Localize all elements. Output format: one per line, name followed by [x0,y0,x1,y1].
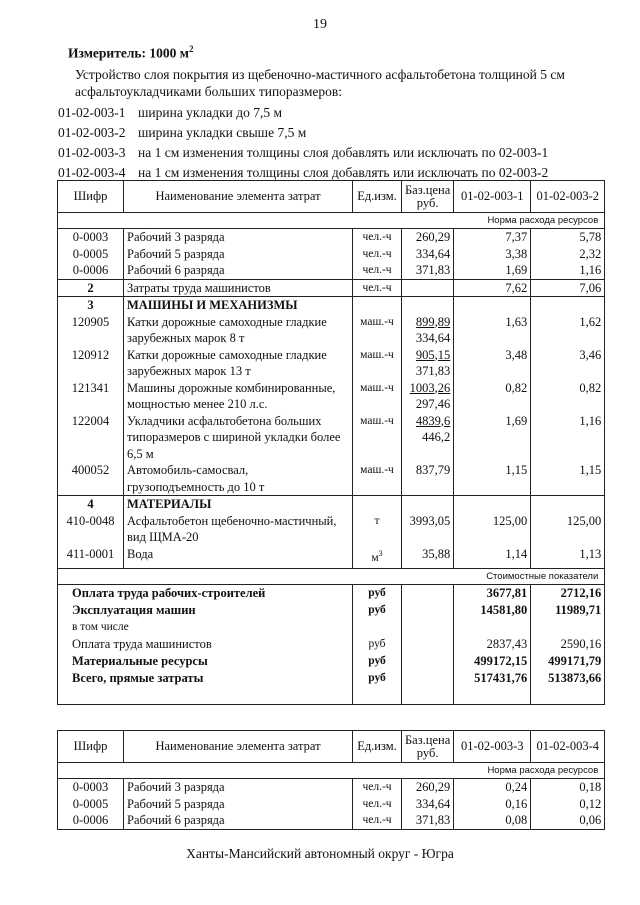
cell-price: 371,83 [402,812,454,829]
cell-name: Рабочий 5 разряда [124,246,353,263]
cost-name: Материальные ресурсы [58,653,353,670]
cell-name [124,314,353,347]
code-number: 01-02-003-2 [58,125,126,140]
cell-name [124,380,353,413]
cost-value-a: 499172,15 [454,653,531,670]
empty-cell [402,670,454,687]
cost-value-b: 513873,66 [531,670,605,687]
cell-value-b: 125,00 [531,513,605,546]
measure-label: Измеритель: 1000 м [68,45,189,61]
cell-unit: чел.-ч [353,812,402,829]
name-line: Катки дорожные самоходные гладкие [127,314,327,329]
code-text: на 1 см изменения толщины слоя добавлять или исключать по 02-003-1 [138,145,549,160]
cost-name: в том числе [58,619,353,636]
cell-value-a: 3,38 [454,246,531,263]
cell-unit: т [353,513,402,546]
cell-price: 334,64 [402,246,454,263]
machine-price: 4839,6 [415,413,451,428]
resource-table-2 [57,730,605,830]
cell-name: Рабочий 5 разряда [124,796,353,813]
header-price-line1: Баз.цена [405,732,451,747]
cell-code: 411-0001 [58,546,124,569]
header-price [402,181,454,213]
cost-row [58,602,605,619]
cell-code: 0-0006 [58,812,124,829]
cost-row [58,653,605,670]
cost-value-a [454,619,531,636]
page-footer: Ханты-Мансийский автономный округ - Югра [186,846,454,861]
header-price-line1: Баз.цена [405,182,451,197]
cell-price: 837,79 [402,462,454,496]
cell-name: Рабочий 6 разряда [124,262,353,279]
cell-code: 120912 [58,347,124,380]
cost-row-spacer [58,687,605,705]
machine-price: 905,15 [415,347,451,362]
unit-superscript: 3 [378,548,383,558]
cost-row [58,584,605,602]
cell-price: 334,64 [402,796,454,813]
cell-name: Рабочий 3 разряда [124,229,353,246]
header-price-line2: руб. [416,745,439,760]
empty-cell [58,687,353,705]
code-number: 01-02-003-4 [58,165,126,180]
section-name: МАШИНЫ И МЕХАНИЗМЫ [124,297,353,314]
cell-name: Вода [124,546,353,569]
cell-name [124,347,353,380]
header-col-b: 01-02-003-4 [531,731,605,763]
cost-name: Оплата труда рабочих-строителей [58,584,353,602]
table-row [58,229,605,246]
cost-unit: руб [353,584,402,602]
resource-table-1 [57,180,605,705]
empty-cell [402,602,454,619]
table-row [58,812,605,829]
cell-name [124,513,353,546]
code-list-item [58,103,548,123]
header-code: Шифр [58,731,124,763]
cell-code: 400052 [58,462,124,496]
cell-code: 0-0005 [58,246,124,263]
cell-code: 0-0003 [58,229,124,246]
table-row [58,779,605,796]
name-line: зарубежных марок 8 т [127,331,245,345]
measure-superscript: 2 [189,44,194,54]
header-name: Наименование элемента затрат [124,731,353,763]
empty-cell [454,496,531,513]
section-name: Затраты труда машинистов [124,279,353,297]
norm-subheader-row [58,213,605,229]
cell-price [402,314,454,347]
cost-name: Всего, прямые затраты [58,670,353,687]
empty-cell [402,584,454,602]
name-line: Асфальтобетон щебеночно-мастичный, [127,513,337,528]
operator-wage: 371,83 [415,364,451,378]
description-line: асфальтоукладчиками больших типоразмеров: [75,84,342,99]
table-row [58,513,605,546]
cell-value-a: 7,62 [454,279,531,297]
cell-name [124,413,353,463]
cost-unit: руб [353,636,402,653]
measure-heading [68,44,194,62]
norm-label: Норма расхода ресурсов [58,763,605,779]
cell-code: 120905 [58,314,124,347]
cell-value-a: 0,08 [454,812,531,829]
cell-value-b: 3,46 [531,347,605,380]
cost-value-b: 11989,71 [531,602,605,619]
cost-value-a: 2837,43 [454,636,531,653]
empty-cell [402,619,454,636]
code-text: ширина укладки до 7,5 м [138,105,283,120]
cell-value-b: 1,13 [531,546,605,569]
code-text: на 1 см изменения толщины слоя добавлять или исключать по 02-003-2 [138,165,549,180]
machine-price: 899,89 [415,314,451,329]
name-line: грузоподъемность до 10 т [127,479,265,494]
cell-value-b: 1,16 [531,262,605,279]
cell-name: Рабочий 6 разряда [124,812,353,829]
cost-unit: руб [353,670,402,687]
cell-unit: чел.-ч [353,229,402,246]
cell-value-a: 7,37 [454,229,531,246]
cell-price [402,347,454,380]
cell-price: 260,29 [402,779,454,796]
cell-value-a: 0,16 [454,796,531,813]
cell-unit: маш.-ч [353,347,402,380]
cell-price: 35,88 [402,546,454,569]
name-line: типоразмеров с шириной укладки более [127,430,341,444]
section-number: 2 [58,279,124,297]
table-row [58,262,605,279]
cell-value-b: 2,32 [531,246,605,263]
cell-price: 260,29 [402,229,454,246]
cell-value-a: 1,69 [454,262,531,279]
cell-value-b: 5,78 [531,229,605,246]
code-number: 01-02-003-1 [58,105,126,120]
cost-label: Стоимостные показатели [58,568,605,584]
cost-unit: руб [353,602,402,619]
cell-value-b: 1,16 [531,413,605,463]
empty-cell [531,496,605,513]
cell-value-a: 3,48 [454,347,531,380]
table-row [58,796,605,813]
cost-name: Оплата труда машинистов [58,636,353,653]
cell-unit: маш.-ч [353,380,402,413]
cell-value-b: 7,06 [531,279,605,297]
code-number: 01-02-003-3 [58,145,126,160]
cell-value-a: 1,15 [454,462,531,496]
operator-wage: 334,64 [415,331,451,345]
empty-cell [353,496,402,513]
code-text: ширина укладки свыше 7,5 м [138,125,307,140]
cell-value-b: 0,12 [531,796,605,813]
code-list [58,103,548,183]
code-list-item [58,143,548,163]
empty-cell [402,687,454,705]
cost-value-b: 499171,79 [531,653,605,670]
cost-value-a: 14581,80 [454,602,531,619]
cell-value-b: 1,15 [531,462,605,496]
cell-value-a: 0,82 [454,380,531,413]
empty-cell [454,297,531,314]
header-price [402,731,454,763]
cost-name: Эксплуатация машин [58,602,353,619]
section-row-machines [58,297,605,314]
code-list-item [58,123,548,143]
empty-cell [353,687,402,705]
section-name: МАТЕРИАЛЫ [124,496,353,513]
section-row-materials [58,496,605,513]
cell-price [402,380,454,413]
cell-unit: чел.-ч [353,279,402,297]
empty-cell [531,687,605,705]
cell-unit: чел.-ч [353,262,402,279]
name-line: вид ЩМА-20 [127,530,199,544]
cost-value-b: 2590,16 [531,636,605,653]
header-col-b: 01-02-003-2 [531,181,605,213]
cell-code: 122004 [58,413,124,463]
table-row [58,546,605,569]
machine-price: 1003,26 [409,380,451,395]
name-line: Укладчики асфальтобетона больших [127,413,322,428]
header-price-line2: руб. [416,195,439,210]
page-number: 19 [313,17,327,32]
name-line: Автомобиль-самосвал, [127,463,249,477]
cell-value-a: 1,63 [454,314,531,347]
norm-label: Норма расхода ресурсов [58,213,605,229]
empty-cell [353,297,402,314]
cell-value-a: 125,00 [454,513,531,546]
cost-value-b [531,619,605,636]
cost-value-a: 3677,81 [454,584,531,602]
cost-value-a: 517431,76 [454,670,531,687]
header-col-a: 01-02-003-3 [454,731,531,763]
cell-code: 0-0003 [58,779,124,796]
section-number: 3 [58,297,124,314]
cell-value-b: 1,62 [531,314,605,347]
cell-code: 0-0005 [58,796,124,813]
cell-value-b: 0,82 [531,380,605,413]
norm-subheader-row [58,763,605,779]
cell-price: 371,83 [402,262,454,279]
operator-wage: 446,2 [422,430,451,444]
cell-price [402,413,454,463]
name-line: зарубежных марок 13 т [127,364,251,378]
cell-unit [353,546,402,569]
empty-cell [402,297,454,314]
cost-row [58,636,605,653]
cell-price: 3993,05 [402,513,454,546]
header-code: Шифр [58,181,124,213]
table-row [58,413,605,463]
cell-value-a: 1,14 [454,546,531,569]
header-name: Наименование элемента затрат [124,181,353,213]
cell-unit: чел.-ч [353,246,402,263]
cell-unit: маш.-ч [353,462,402,496]
empty-cell [402,636,454,653]
cell-value-a: 0,24 [454,779,531,796]
cost-unit: руб [353,653,402,670]
cell-unit: чел.-ч [353,779,402,796]
header-unit: Ед.изм. [353,181,402,213]
table-row [58,380,605,413]
description-line: Устройство слоя покрытия из щебеночно-мастичного асфальтобетона толщиной 5 см [75,67,565,82]
table-header-row [58,731,605,763]
table-row [58,462,605,496]
cost-row [58,619,605,636]
work-description [75,66,565,100]
header-col-a: 01-02-003-1 [454,181,531,213]
cell-name [124,462,353,496]
section-row-operators [58,279,605,297]
cell-code: 121341 [58,380,124,413]
empty-cell [402,653,454,670]
empty-cell [402,496,454,513]
header-unit: Ед.изм. [353,731,402,763]
cell-unit: маш.-ч [353,413,402,463]
table-row [58,347,605,380]
cell-name: Рабочий 3 разряда [124,779,353,796]
table-row [58,246,605,263]
cost-row [58,670,605,687]
name-line: Катки дорожные самоходные гладкие [127,347,327,362]
table-row [58,314,605,347]
name-line: Машины дорожные комбинированные, [127,380,336,395]
cell-code: 0-0006 [58,262,124,279]
empty-cell [454,687,531,705]
cell-value-b: 0,18 [531,779,605,796]
cell-unit: чел.-ч [353,796,402,813]
name-line: мощностью менее 210 л.с. [127,397,268,411]
table-header-row [58,181,605,213]
cell-unit: маш.-ч [353,314,402,347]
section-number: 4 [58,496,124,513]
cell-value-b: 0,06 [531,812,605,829]
name-line: 6,5 м [127,446,154,461]
cost-subheader-row [58,568,605,584]
cell-price [402,279,454,297]
cell-code: 410-0048 [58,513,124,546]
unit-text: м [371,551,379,564]
cost-unit [353,619,402,636]
operator-wage: 297,46 [415,397,451,411]
cell-value-a: 1,69 [454,413,531,463]
cost-value-b: 2712,16 [531,584,605,602]
empty-cell [531,297,605,314]
